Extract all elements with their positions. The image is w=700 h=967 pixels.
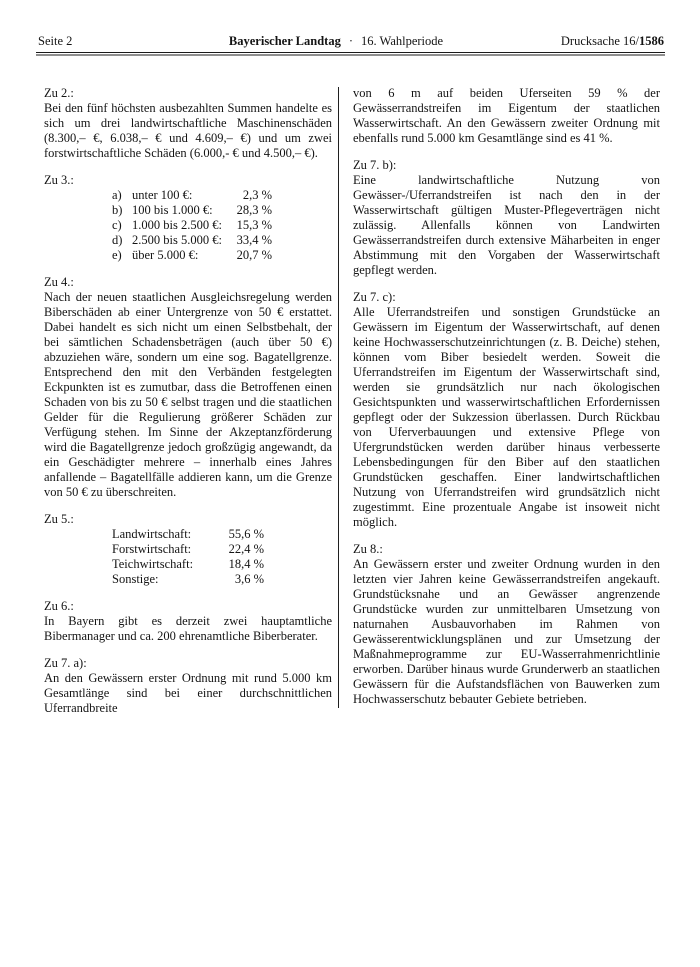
page-header — [38, 34, 664, 49]
section-zu-3 — [44, 173, 332, 263]
row-letter: e) — [112, 248, 122, 262]
page-number-label: Seite 2 — [38, 34, 73, 48]
row-percentage: 55,6 % — [228, 527, 264, 541]
section-zu-6 — [44, 599, 332, 644]
row-percentage: 3,6 % — [234, 572, 264, 586]
section-zu-7b — [353, 158, 660, 278]
table-row — [112, 188, 272, 203]
row-letter: a) — [112, 188, 122, 202]
section-zu-2 — [44, 86, 332, 161]
row-percentage: 33,4 % — [236, 233, 272, 247]
table-row — [112, 233, 272, 248]
row-percentage: 2,3 % — [242, 188, 272, 202]
row-category: Teichwirtschaft: — [112, 557, 194, 571]
row-range: 100 bis 1.000 €: — [132, 203, 213, 217]
row-category: Sonstige: — [112, 572, 159, 586]
section-paragraph: In Bayern gibt es derzeit zwei hauptamtliche Bibermanager und ca. 200 ehrenamtliche Biberberater. — [44, 614, 332, 643]
right-column — [353, 86, 660, 716]
legislative-period: 16. Wahlperiode — [361, 34, 444, 48]
section-zu-7a — [44, 656, 332, 716]
section-zu-4 — [44, 275, 332, 500]
section-label: Zu 7. b): — [353, 158, 397, 172]
table-row — [112, 527, 264, 542]
section-paragraph: Alle Uferrandstreifen und sonstigen Grundstücke an Gewässern im Eigentum der Wasserwirtschaft, auf denen keine Hochwasserschutzeinrichtungen (z. B. Deiche) stehen, können vom Biber besiedelt werden. Soweit die Uferrandstreifen im Eigentum der Wasserwirtschaft sind, werden sie grundsätzlich nur nach ökologischen Gesichtspunkten und wasserwirtschaftlichen Erfordernissen gepflegt oder der Sukzession überlassen. Durch Rückbau von Uferverbauungen und extensive Pflege von Ufergrundstücken werden darüber hinaus verbesserte Lebensbedingungen für den Biber auf den staatlichen Grundstücken geschaffen. Einer landwirtschaftlichen Nutzung von Uferrandstreifen wird grundsätzlich nicht zugestimmt. Eine prozentuale Angabe ist insoweit nicht möglich. — [353, 305, 660, 529]
table-row — [112, 542, 264, 557]
section-label: Zu 8.: — [353, 542, 383, 556]
section-paragraph: Nach der neuen staatlichen Ausgleichsregelung werden Biberschäden ab einer Untergrenze von 50 € erstattet. Dabei handelt es sich nicht um einen Selbstbehalt, der bei sämtlichen Schadensbeträgen (auch über 50 €) abzuziehen wäre, sondern um eine sog. Bagatellgrenze. Entsprechend den mit den Verbänden festgelegten Eckpunkten ist es zumutbar, dass die Betroffenen einen Schaden von bis zu 50 € selbst tragen und die staatlichen Gelder für die Regulierung größerer Schäden zur Verfügung stehen. Im Sinne der Akzeptanzförderung wird die Bagatellgrenze jedoch großzügig angewandt, da ein Geschädigter mehrere – innerhalb eines Jahres anfallende – Bagatellfälle addieren kann, um die Grenze von 50 € zu überschreiten. — [44, 290, 332, 499]
row-percentage: 28,3 % — [236, 203, 272, 217]
section-label: Zu 7. c): — [353, 290, 396, 304]
header-rule — [36, 52, 665, 56]
header-separator-dot: · — [348, 34, 353, 48]
row-category: Forstwirtschaft: — [112, 542, 192, 556]
section-label: Zu 3.: — [44, 173, 74, 187]
table-row — [112, 203, 272, 218]
section-label: Zu 4.: — [44, 275, 74, 289]
section-paragraph: von 6 m auf beiden Uferseiten 59 % der Gewässerrandstreifen im Eigentum der staatlichen Wasserwirtschaft. An den Gewässern zweiter Ordnung mit ebenfalls rund 5.000 km Gesamtlänge sind es 41 %. — [353, 86, 660, 145]
damage-class-table — [44, 188, 332, 263]
left-column — [44, 86, 332, 716]
row-range: 2.500 bis 5.000 €: — [132, 233, 222, 247]
row-letter: b) — [112, 203, 123, 217]
row-percentage: 18,4 % — [228, 557, 264, 571]
section-paragraph: Bei den fünf höchsten ausbezahlten Summen handelte es sich um drei landwirtschaftliche Maschinenschäden (8.300,– €, 6.038,– € und 4.609,– €) und um zwei forstwirtschaftliche Schäden (6.000,- € und 4.500,– €). — [44, 101, 332, 160]
section-label: Zu 6.: — [44, 599, 74, 613]
table-row — [112, 248, 272, 263]
section-label: Zu 5.: — [44, 512, 74, 526]
section-zu-7c — [353, 290, 660, 530]
header-rule-top-line — [36, 52, 665, 53]
header-title — [168, 34, 504, 49]
parliament-name: Bayerischer Landtag — [228, 34, 341, 48]
row-category: Landwirtschaft: — [112, 527, 192, 541]
row-letter: c) — [112, 218, 122, 232]
table-row — [112, 572, 264, 587]
column-divider-rule — [338, 87, 339, 708]
drucksache-label: Drucksache 16/ — [560, 34, 639, 48]
row-percentage: 20,7 % — [236, 248, 272, 262]
section-label: Zu 7. a): — [44, 656, 87, 670]
section-paragraph: An den Gewässern erster Ordnung mit rund 5.000 km Gesamtlänge sind bei einer durchschnittlichen Uferrandbreite — [44, 671, 332, 715]
table-row — [112, 218, 272, 233]
drucksache-number: 1586 — [639, 34, 664, 48]
two-column-body — [44, 86, 660, 716]
row-percentage: 15,3 % — [236, 218, 272, 232]
section-zu-8 — [353, 542, 660, 707]
header-rule-bottom-line — [36, 54, 665, 56]
row-range: über 5.000 €: — [132, 248, 199, 262]
row-letter: d) — [112, 233, 123, 247]
row-percentage: 22,4 % — [228, 542, 264, 556]
row-range: unter 100 €: — [132, 188, 193, 202]
table-row — [112, 557, 264, 572]
section-zu-5 — [44, 512, 332, 587]
section-paragraph: Eine landwirtschaftliche Nutzung von Gewässer-/Uferrandstreifen ist nach den in der Wasserwirtschaft gültigen Muster-Pflegeverträgen nicht zulässig. Allenfalls können von Landwirten Gewässerrandstreifen durch extensive Mäharbeiten in enger Abstimmung mit den Vorgaben der Wasserwirtschaft gepflegt werden. — [353, 173, 660, 277]
document-reference — [504, 34, 664, 49]
sector-share-table — [44, 527, 332, 587]
section-paragraph: An Gewässern erster und zweiter Ordnung wurden in den letzten vier Jahren keine Gewässerrandstreifen angekauft. Grundstücksnahe und an Gewässer angrenzende Grundstücke wurden zur unmittelbaren Umsetzung von naturnahen Ausbauvorhaben im Rahmen von Gewässerentwicklungsplänen und zur Umsetzung der Maßnahmeprogramme zur EU-Wasserrahmenrichtlinie erworben. Darüber hinaus wurde Grunderwerb an staatlichen Gewässern für die Aufstandsflächen von Bauwerken zum Hochwasserschutz bebauter Gebiete betrieben. — [353, 557, 660, 706]
section-label: Zu 2.: — [44, 86, 74, 100]
row-range: 1.000 bis 2.500 €: — [132, 218, 222, 232]
section-zu-7a-continuation — [353, 86, 660, 146]
